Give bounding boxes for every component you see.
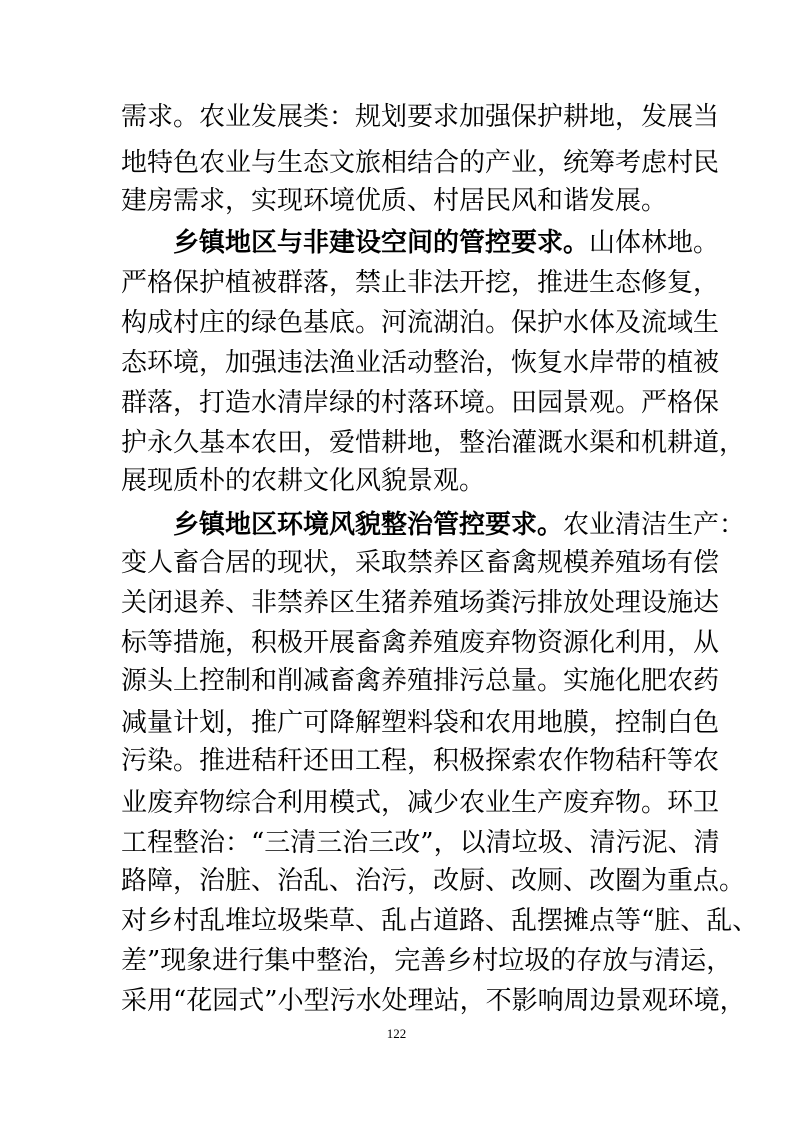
line-text: 地特色农业与生态文旅相结合的产业，统筹考虑村民 xyxy=(121,148,720,178)
paragraph-heading: 乡镇地区与非建设空间的管控要求。 xyxy=(173,228,590,258)
paragraph-line xyxy=(121,864,746,898)
page-number: 122 xyxy=(386,1026,407,1041)
paragraph-line xyxy=(121,100,720,134)
paragraph-line xyxy=(121,984,746,1018)
line-text: 标等措施，积极开展畜禽养殖废弃物资源化利用，从 xyxy=(121,628,720,658)
paragraph-line xyxy=(121,146,720,180)
line-text: 工程整治：“三清三治三改”，以清垃圾、清污泥、清 xyxy=(121,828,720,858)
paragraph-line xyxy=(121,826,720,860)
line-text: 减量计划，推广可降解塑料袋和农用地膜，控制白色 xyxy=(121,708,720,738)
line-text: 污染。推进秸秆还田工程，积极探索农作物秸秆等农 xyxy=(121,746,720,776)
paragraph-heading-line xyxy=(173,508,746,542)
paragraph-line xyxy=(121,464,677,498)
line-text: 构成村庄的绿色基底。河流湖泊。保护水体及流域生 xyxy=(121,308,720,338)
paragraph-line xyxy=(121,184,677,218)
line-text: 农业清洁生产： xyxy=(563,510,746,540)
paragraph-line xyxy=(121,904,759,938)
line-text: 采用“花园式”小型污水处理站，不影响周边景观环境， xyxy=(121,986,746,1016)
line-text: 源头上控制和削减畜禽养殖排污总量。实施化肥农药 xyxy=(121,666,720,696)
paragraph-heading-line xyxy=(173,226,720,260)
line-text: 需求。农业发展类：规划要求加强保护耕地，发展当 xyxy=(121,102,720,132)
line-text: 变人畜合居的现状，采取禁养区畜禽规模养殖场有偿 xyxy=(121,548,720,578)
paragraph-line xyxy=(121,626,720,660)
paragraph-line xyxy=(121,706,720,740)
paragraph-line xyxy=(121,386,720,420)
paragraph-line xyxy=(121,944,733,978)
line-text: 业废弃物综合利用模式，减少农业生产废弃物。环卫 xyxy=(121,788,720,818)
paragraph-line xyxy=(121,346,720,380)
line-text: 护永久基本农田，爱惜耕地，整治灌溉水渠和机耕道， xyxy=(121,428,746,458)
paragraph-heading: 乡镇地区环境风貌整治管控要求。 xyxy=(173,510,564,540)
paragraph-line xyxy=(121,546,720,580)
line-text: 态环境，加强违法渔业活动整治，恢复水岸带的植被 xyxy=(121,348,720,378)
line-text: 展现质朴的农耕文化风貌景观。 xyxy=(121,466,486,496)
line-text: 对乡村乱堆垃圾柴草、乱占道路、乱摆摊点等“脏、乱、 xyxy=(121,906,759,936)
line-text: 建房需求，实现环境优质、村居民风和谐发展。 xyxy=(121,186,668,216)
paragraph-line xyxy=(121,786,720,820)
paragraph-line xyxy=(121,426,746,460)
paragraph-line xyxy=(121,744,720,778)
paragraph-line xyxy=(121,664,720,698)
paragraph-line xyxy=(121,586,720,620)
paragraph-line xyxy=(121,266,720,300)
line-text: 关闭退养、非禁养区生猪养殖场粪污排放处理设施达 xyxy=(121,588,720,618)
paragraph-line xyxy=(121,306,720,340)
line-text: 差”现象进行集中整治，完善乡村垃圾的存放与清运， xyxy=(121,946,733,976)
line-text: 严格保护植被群落，禁止非法开挖，推进生态修复， xyxy=(121,268,720,298)
line-text: 群落，打造水清岸绿的村落环境。田园景观。严格保 xyxy=(121,388,720,418)
line-text: 路障，治脏、治乱、治污，改厨、改厕、改圈为重点。 xyxy=(121,866,746,896)
line-text: 山体林地。 xyxy=(589,228,720,258)
